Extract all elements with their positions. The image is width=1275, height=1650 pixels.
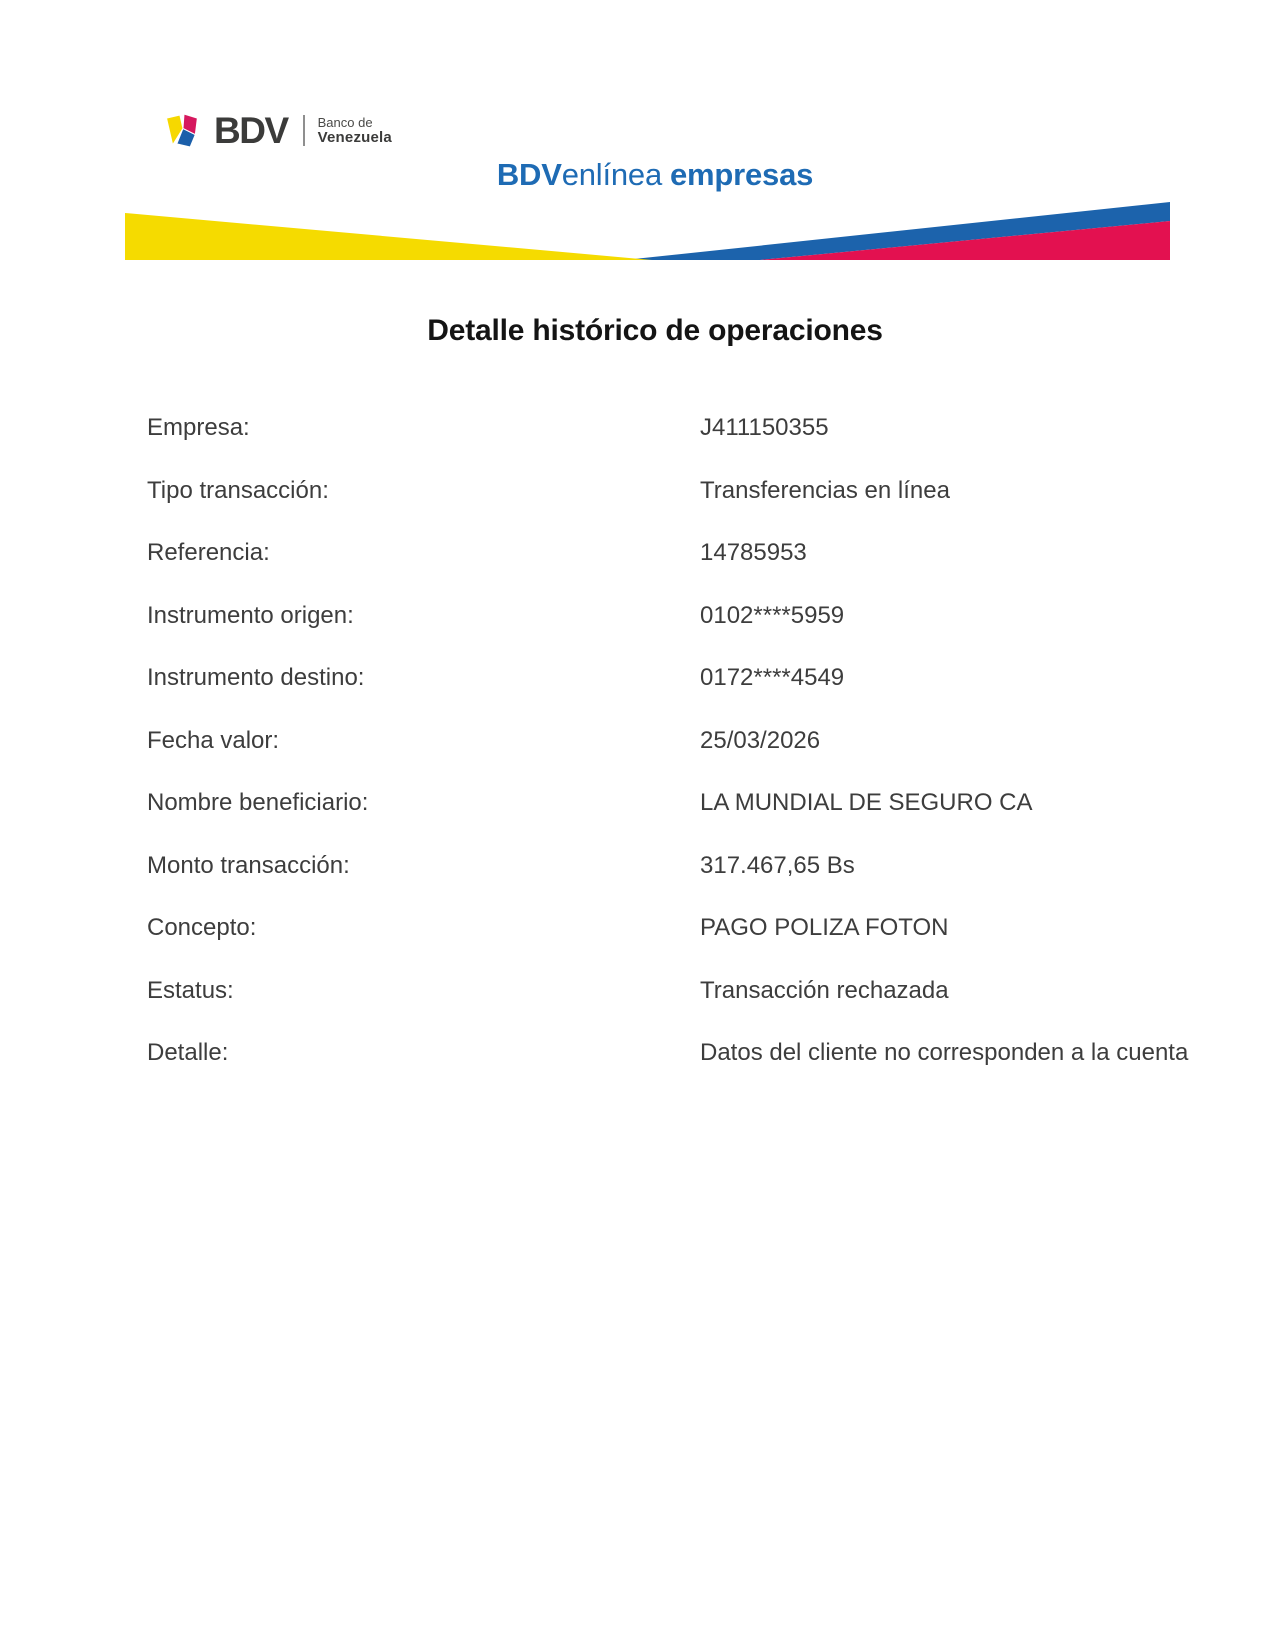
field-value: 317.467,65 Bs [700, 851, 855, 879]
tricolor-ribbon [125, 202, 1170, 260]
field-label: Estatus: [147, 976, 234, 1004]
field-row [147, 541, 1183, 565]
field-value: Transacción rechazada [700, 976, 949, 1004]
field-value: 0172****4549 [700, 664, 845, 691]
field-label: Instrumento origen: [147, 601, 354, 629]
product-title-enlinea: enlínea [561, 157, 662, 192]
field-label: Tipo transacción: [147, 476, 329, 504]
tricolor-ribbon-graphic [125, 202, 1170, 260]
field-value: Datos del cliente no corresponden a la cuenta [700, 1039, 1189, 1066]
field-value: Transferencias en línea [700, 476, 950, 504]
field-value: J411150355 [700, 414, 829, 441]
page-title: Detalle histórico de operaciones [427, 314, 883, 347]
bdv-logo [163, 112, 392, 149]
field-row [147, 791, 1183, 815]
bdv-logo-icon [163, 114, 205, 148]
field-label: Referencia: [147, 539, 270, 566]
field-row [147, 1039, 1189, 1066]
field-label: Concepto: [147, 914, 257, 941]
field-value: 25/03/2026 [700, 726, 821, 754]
logo-subtext [318, 115, 392, 146]
field-row [147, 726, 1183, 754]
field-label: Instrumento destino: [147, 664, 365, 691]
field-value: 14785953 [700, 539, 807, 566]
detail-rows [147, 414, 1189, 1066]
field-row [147, 476, 1183, 504]
field-value: 0102****5959 [700, 601, 845, 629]
ribbon-yellow-band [125, 213, 652, 260]
product-title-empresas: empresas [670, 157, 814, 192]
logo-subtext-line2: Venezuela [317, 129, 392, 146]
field-row [147, 976, 1183, 1004]
field-label: Monto transacción: [147, 851, 350, 879]
field-value: PAGO POLIZA FOTON [700, 914, 949, 941]
field-label: Empresa: [147, 414, 250, 441]
logo-wordmark: BDV [214, 110, 288, 151]
field-label: Nombre beneficiario: [147, 789, 369, 816]
field-row [147, 416, 1183, 440]
field-label: Fecha valor: [147, 726, 280, 754]
field-row [147, 666, 1183, 690]
logo-divider [303, 115, 305, 146]
field-value: LA MUNDIAL DE SEGURO CA [700, 789, 1033, 816]
field-row [147, 601, 1183, 629]
logo-subtext-line1: Banco de [317, 115, 373, 130]
product-title [147, 158, 1163, 192]
product-title-bdv: BDV [496, 157, 562, 192]
field-row [147, 851, 1183, 879]
field-label: Detalle: [147, 1039, 229, 1066]
field-row [147, 916, 1183, 940]
